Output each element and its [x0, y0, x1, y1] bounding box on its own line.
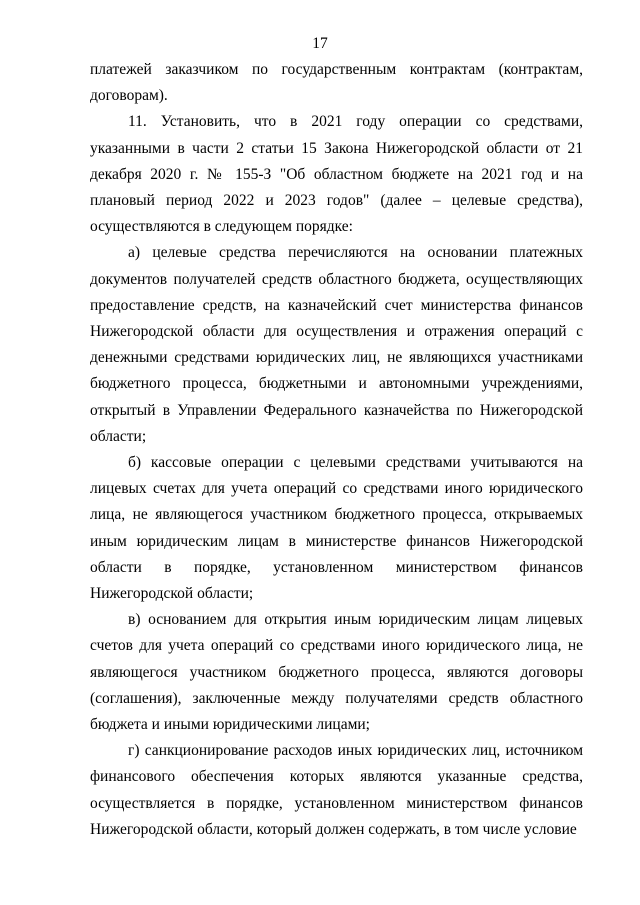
paragraph-subitem-g: г) санкционирование расходов иных юридических лиц, источником финансового обеспечения которых являются указанные средства, осуществляется в порядке, установленном министерством финансов Нижегородской области, который должен содержать, в том числе условие [90, 742, 583, 838]
paragraph-subitem-v: в) основанием для открытия иным юридическим лицам лицевых счетов для учета операций со средствами иного юридического лица, не являющегося участником бюджетного процесса, являются договоры (соглашения), заключенные между получателями средств областного бюджета и иными юридическими лицами; [90, 611, 583, 734]
document-body [90, 57, 583, 843]
paragraph-continuation: платежей заказчиком по государственным контрактам (контрактам, договорам). [90, 61, 583, 105]
paragraph-item-11: 11. Установить, что в 2021 году операции со средствами, указанными в части 2 статьи 15 Закона Нижегородской области от 21 декабря 2020 г. № 155-З "Об областном бюджете на 2021 год и на плановый период 2022 и 2023 годов" (далее – целевые средства), осуществляются в следующем порядке: [90, 113, 583, 236]
page-number: 17 [312, 35, 328, 52]
paragraph-subitem-a: а) целевые средства перечисляются на основании платежных документов получателей средств областного бюджета, осуществляющих предоставление средств, на казначейский счет министерства финансов Нижегородской области для осуществления и отражения операций с денежными средствами юридических лиц, не являющихся участниками бюджетного процесса, бюджетными и автономными учреждениями, открытый в Управлении Федерального казначейства по Нижегородской области; [90, 244, 583, 445]
paragraph-subitem-b: б) кассовые операции с целевыми средствами учитываются на лицевых счетах для учета операций со средствами иного юридического лица, не являющегося участником бюджетного процесса, открываемых иным юридическим лицам в министерстве финансов Нижегородской области в порядке, установленном министерством финансов Нижегородской области; [90, 454, 583, 603]
